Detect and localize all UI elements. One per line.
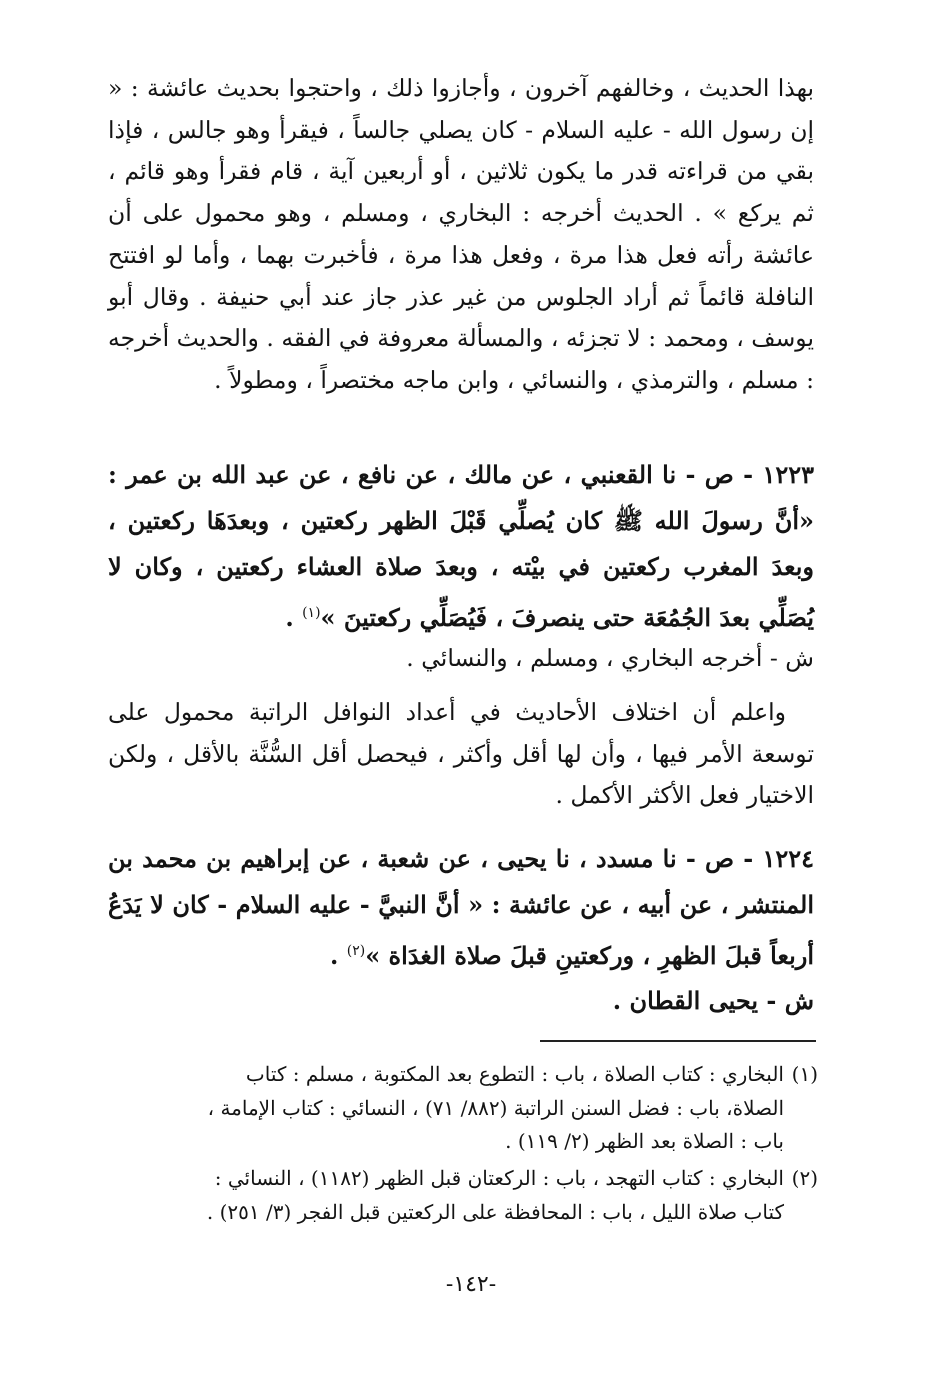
hadith-1224: ١٢٢٤ - ص - نا مسدد ، نا يحيى ، عن شعبة ، عن إبراهيم بن محمد بن المنتشر ، عن أبيه ، عن عائشة : « أنَّ النبيَّ - عليه السلام - كان لا يَدَعُ أربعاً قبلَ الظهرِ ، وركعتينِ قبلَ صلاة الغدَاة »$^{(٢)}$ . — [108, 844, 814, 970]
text-line: ولكن الاختيار فعل الأكثر الأكمل . — [108, 739, 814, 810]
hadith-1223: ١٢٢٣ - ص - نا القعنبي ، عن مالك ، عن نافع ، عن عبد الله بن عمر : «أنَّ رسولَ الله ﷺ كان يُصلِّي قَبْلَ الظهر ركعتين ، وبعدَهَا ركعتين ، وبعدَ المغرب ركعتين في بيْته ، وبعدَ صلاة العشاء ركعتين ، وكان لا يُصَلِّي بعدَ الجُمُعَة حتى ينصرفَ ، فَيُصَلِّي ركعتينَ »$^{(١)}$ . — [108, 460, 814, 632]
text-line: جالس ، فإذا بقي من قراءته قدر ما يكون ثلاثين ، أو أربعين آية ، قام — [108, 115, 814, 186]
footnote-number: (٢) — [791, 1166, 818, 1190]
text-line: واعلم أن اختلاف الأحاديث في أعداد النوافل الراتبة محمول على — [108, 698, 786, 726]
sharh-paragraph — [108, 638, 814, 680]
footnote-ref: (١) — [302, 605, 321, 621]
text-line: وهو محمول على أن عائشة رأته فعل هذا مرة ، وفعل هذا مرة ، فأخبرت — [108, 199, 814, 269]
commentary-paragraph — [108, 68, 814, 402]
text-line: بهما ، وأما لو افتتح النافلة قائماً ثم أراد الجلوس من غير عذر جاز عند — [108, 240, 814, 311]
text-line: أبي حنيفة . وقال أبو يوسف ، ومحمد : لا تجزئه ، والمسألة معروفة في — [108, 282, 814, 353]
text-line: مختصراً ، ومطولاً . — [214, 365, 396, 394]
commentary-paragraph — [108, 692, 814, 817]
hadith-line: المغرب ركعتين في بيْته ، وبعدَ صلاة العشاء ركعتين ، وكان لا يُصَلِّي بعدَ — [108, 552, 814, 632]
hadith-line: الجُمُعَة حتى ينصرفَ ، فَيُصَلِّي ركعتينَ » — [320, 603, 711, 632]
footnote-2 — [128, 1162, 818, 1229]
sharh-paragraph — [108, 978, 814, 1024]
footnote-line: الصلاة، باب : فضل السنن الراتبة (٨٨٢/ ٧١) ، النسائي : كتاب الإمامة ، — [207, 1095, 784, 1120]
hadith-line: ١٢٢٤ - ص - نا مسدد ، نا يحيى ، عن شعبة ، عن إبراهيم بن محمد بن — [108, 844, 814, 873]
text-line: ش - يحيى القطان . — [612, 986, 814, 1015]
hadith-line: ١٢٢٣ - ص - نا القعنبي ، عن مالك ، عن نافع ، عن عبد الله بن عمر : — [108, 460, 814, 489]
footnote-ref: (٢) — [346, 943, 366, 959]
footnote-line: باب : الصلاة بعد الظهر (٢/ ١١٩) . — [505, 1129, 784, 1153]
text-line: بهذا الحديث ، وخالفهم آخرون ، وأجازوا ذلك ، واحتجوا بحديث — [216, 74, 814, 102]
hadith-line: قبلَ الظهرِ ، وركعتينِ قبلَ صلاة الغدَاة » — [365, 941, 762, 970]
page-number: -١٤٢- — [445, 1272, 497, 1297]
text-line: ش - أخرجه البخاري ، ومسلم ، والنسائي . — [406, 644, 814, 672]
text-line: فقرأ وهو قائم ، ثم يركع » . الحديث أخرجه : البخاري ، ومسلم ، — [108, 157, 814, 228]
hadith-line: المنتشر ، عن أبيه ، عن عائشة : « أنَّ النبيَّ - عليه السلام - كان لا يَدَعُ أربعاً — [108, 890, 814, 970]
hadith-line: «أنَّ رسولَ الله ﷺ كان يُصلِّي قَبْلَ الظهر ركعتين ، وبعدَهَا ركعتين ، وبعدَ — [108, 506, 814, 581]
footnote-1 — [128, 1058, 818, 1159]
footnote-line: البخاري : كتاب الصلاة ، باب : التطوع بعد المكتوبة ، مسلم : كتاب — [245, 1062, 784, 1086]
footnote-line: البخاري : كتاب التهجد ، باب : الركعتان قبل الظهر (١١٨٢) ، النسائي : — [214, 1166, 784, 1190]
footnote-line: كتاب صلاة الليل ، باب : المحافظة على الركعتين قبل الفجر (٣/ ٢٥١) . — [206, 1199, 784, 1224]
footnote-separator — [540, 1040, 816, 1042]
text-line: توسعة الأمر فيها ، وأن لها أقل وأكثر ، فيحصل أقل السُّنَّة بالأقل ، — [166, 739, 814, 768]
text-line: الفقه . والحديث أخرجه : مسلم ، والترمذي ، والنسائي ، وابن ماجه — [108, 324, 814, 394]
footnote-number: (١) — [791, 1062, 818, 1086]
text-line: عائشة : « إن رسول الله - عليه السلام - كان يصلي جالساً ، فيقرأ وهو — [108, 74, 814, 144]
